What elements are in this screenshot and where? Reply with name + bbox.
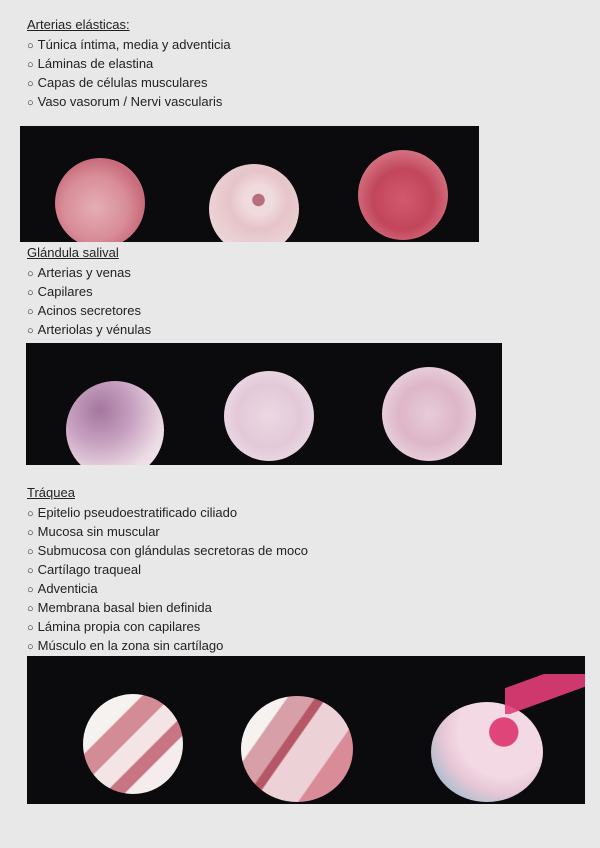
list-glandula <box>27 264 151 340</box>
photo-row-traquea <box>27 656 585 804</box>
heading-glandula: Glándula salival <box>27 245 119 260</box>
list-item: ○ Láminas de elastina <box>27 55 231 74</box>
list-item: ○ Adventicia <box>27 580 308 599</box>
list-item: ○ Membrana basal bien definida <box>27 599 308 618</box>
section-glandula <box>27 244 151 340</box>
glandula-photo-2 <box>186 343 340 465</box>
list-traquea <box>27 504 308 656</box>
list-item: ○ Capilares <box>27 283 151 302</box>
list-item: ○ Acinos secretores <box>27 302 151 321</box>
arteria-photo-1 <box>20 126 173 242</box>
heading-traquea: Tráquea <box>27 485 75 500</box>
arteria-photo-2 <box>173 126 326 242</box>
traquea-photo-2 <box>197 656 387 804</box>
list-item: ○ Lámina propia con capilares <box>27 618 308 637</box>
list-item: ○ Músculo en la zona sin cartílago <box>27 637 308 656</box>
list-item: ○ Mucosa sin muscular <box>27 523 308 542</box>
section-arterias <box>27 16 231 112</box>
list-item: ○ Arteriolas y vénulas <box>27 321 151 340</box>
photo-row-glandula <box>26 343 502 465</box>
list-arterias <box>27 36 231 112</box>
list-item: ○ Túnica íntima, media y adventicia <box>27 36 231 55</box>
list-item: ○ Cartílago traqueal <box>27 561 308 580</box>
glandula-photo-3 <box>340 343 502 465</box>
list-item: ○ Capas de células musculares <box>27 74 231 93</box>
photo-row-arterias <box>20 126 479 242</box>
list-item: ○ Epitelio pseudoestratificado ciliado <box>27 504 308 523</box>
traquea-photo-1 <box>27 656 197 804</box>
glandula-photo-1 <box>26 343 186 465</box>
list-item: ○ Vaso vasorum / Nervi vascularis <box>27 93 231 112</box>
traquea-photo-3 <box>387 656 585 804</box>
heading-arterias: Arterias elásticas: <box>27 17 130 32</box>
list-item: ○ Submucosa con glándulas secretoras de moco <box>27 542 308 561</box>
arteria-photo-3 <box>326 126 479 242</box>
section-traquea <box>27 484 308 656</box>
list-item: ○ Arterias y venas <box>27 264 151 283</box>
